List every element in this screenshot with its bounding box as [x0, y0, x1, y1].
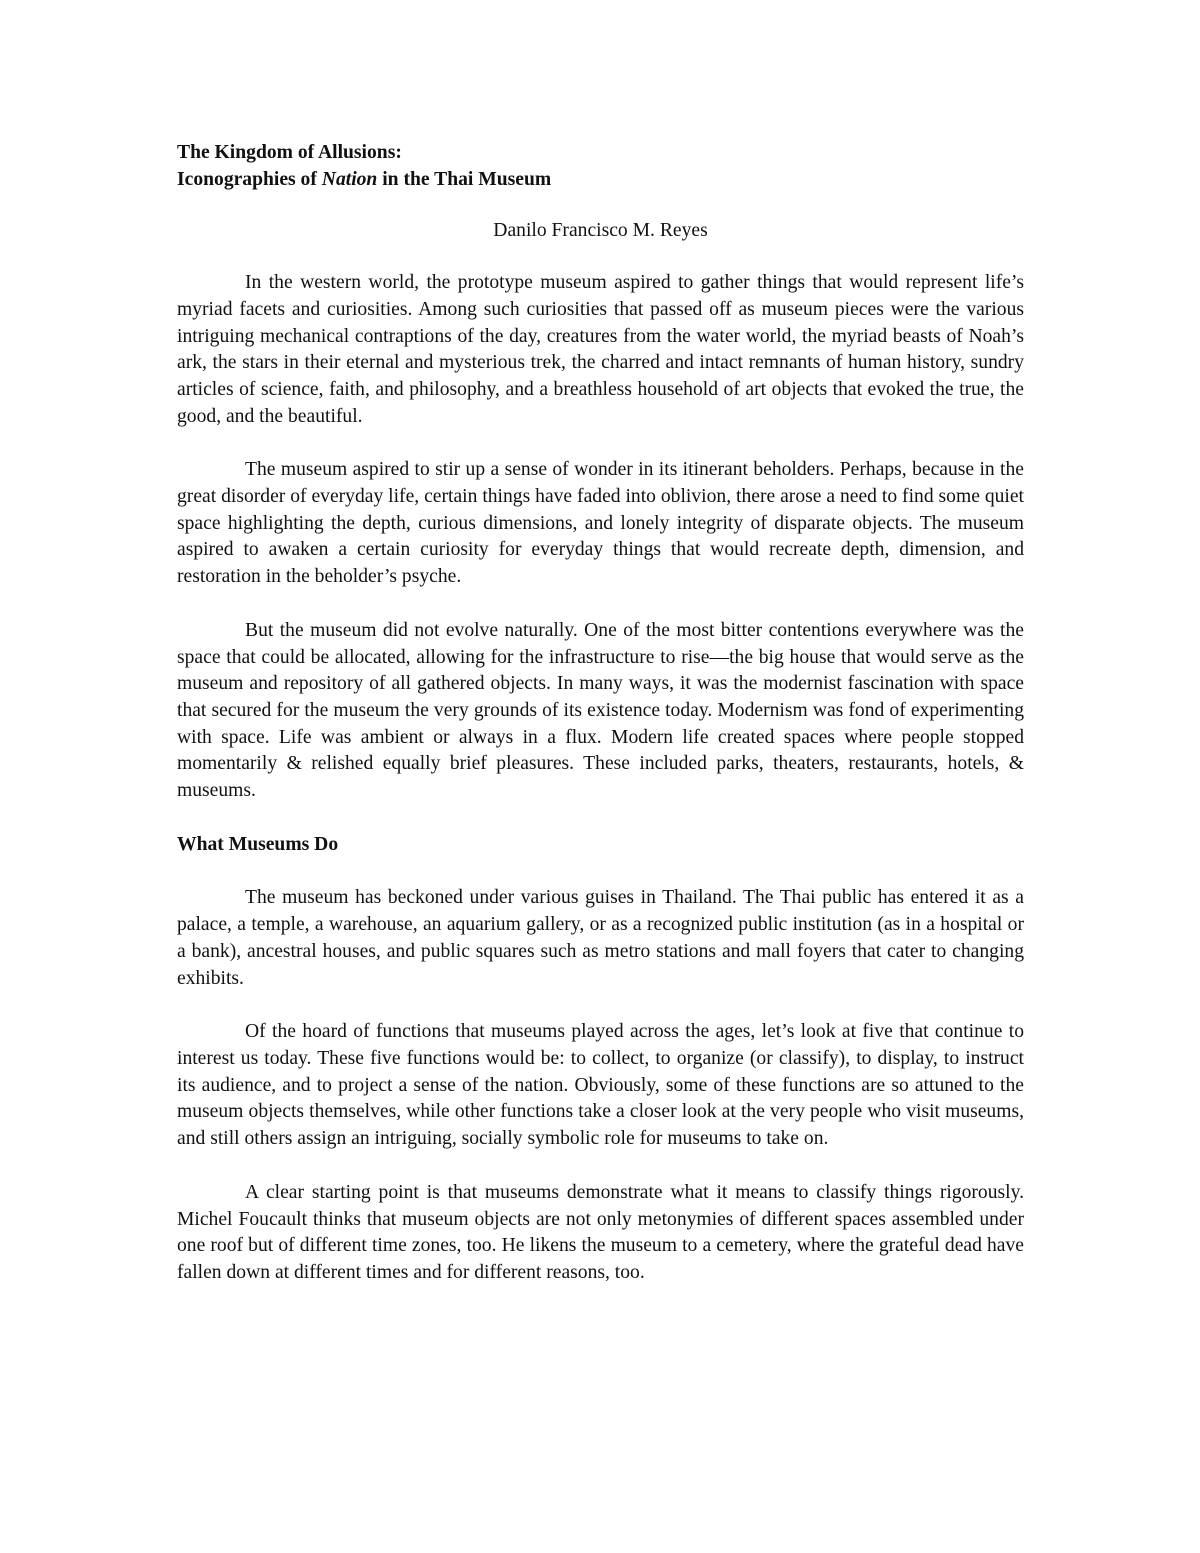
paragraph-intro-3: But the museum did not evolve naturally. One of the most bitter contentions everywhere was the space that could be allocated, allowing for the infrastructure to rise—the big house that would serve as the museum and repository of all gathered objects. In many ways, it was the modernist fascination with space that secured for the museum the very grounds of its existence today. Modernism was fond of experimenting with space. Life was ambient or always in a flux. Modern life created spaces where people stopped momentarily & relished equally brief pleasures. These included parks, theaters, restaurants, hotels, & museums.: [177, 619, 1024, 802]
document-content: [177, 140, 1024, 1314]
author-name: Danilo Francisco M. Reyes: [493, 220, 708, 242]
document-title: [177, 140, 1024, 193]
paragraph-intro-2: The museum aspired to stir up a sense of wonder in its itinerant beholders. Perhaps, because in the great disorder of everyday life, certain things have faded into oblivion, there arose a need to find some quiet space highlighting the depth, curious dimensions, and lonely integrity of disparate objects. The museum aspired to awaken a certain curiosity for everyday things that would recreate depth, dimension, and restoration in the beholder’s psyche.: [177, 459, 1024, 588]
paragraph-section-2: Of the hoard of functions that museums played across the ages, let’s look at five that continue to interest us today. These five functions would be: to collect, to organize (or classify), to display, to instruct its audience, and to project a sense of the nation. Obviously, some of these functions are so attuned to the museum objects themselves, while other functions take a closer look at the very people who visit museums, and still others assign an intriguing, socially symbolic role for museums to take on.: [177, 1021, 1024, 1150]
title-line-2: [177, 167, 1024, 194]
title-line-2-italic: Nation: [321, 168, 378, 190]
paragraph-section-1: The museum has beckoned under various guises in Thailand. The Thai public has entered it as a palace, a temple, a warehouse, an aquarium gallery, or as a recognized public institution (as in a hospital or a bank), ancestral houses, and public squares such as metro stations and mall foyers that cater to changing exhibits.: [177, 887, 1024, 989]
paragraph-section-3: A clear starting point is that museums demonstrate what it means to classify things rigorously. Michel Foucault thinks that museum objects are not only metonymies of different spaces assembled under one roof but of different time zones, too. He likens the museum to a cemetery, where the grateful dead have fallen down at different times and for different reasons, too.: [177, 1181, 1024, 1283]
paragraph-intro-1: In the western world, the prototype museum aspired to gather things that would represent life’s myriad facets and curiosities. Among such curiosities that passed off as museum pieces were the various intriguing mechanical contraptions of the day, creatures from the water world, the myriad beasts of Noah’s ark, the stars in their eternal and mysterious trek, the charred and intact remnants of human history, sundry articles of science, faith, and philosophy, and a breathless household of art objects that evoked the true, the good, and the beautiful.: [177, 272, 1024, 427]
title-line-2-prefix: Iconographies of: [177, 168, 322, 190]
section-heading: What Museums Do: [177, 833, 339, 855]
title-line-1: The Kingdom of Allusions:: [177, 142, 402, 163]
title-line-2-suffix: in the Thai Museum: [377, 168, 552, 190]
